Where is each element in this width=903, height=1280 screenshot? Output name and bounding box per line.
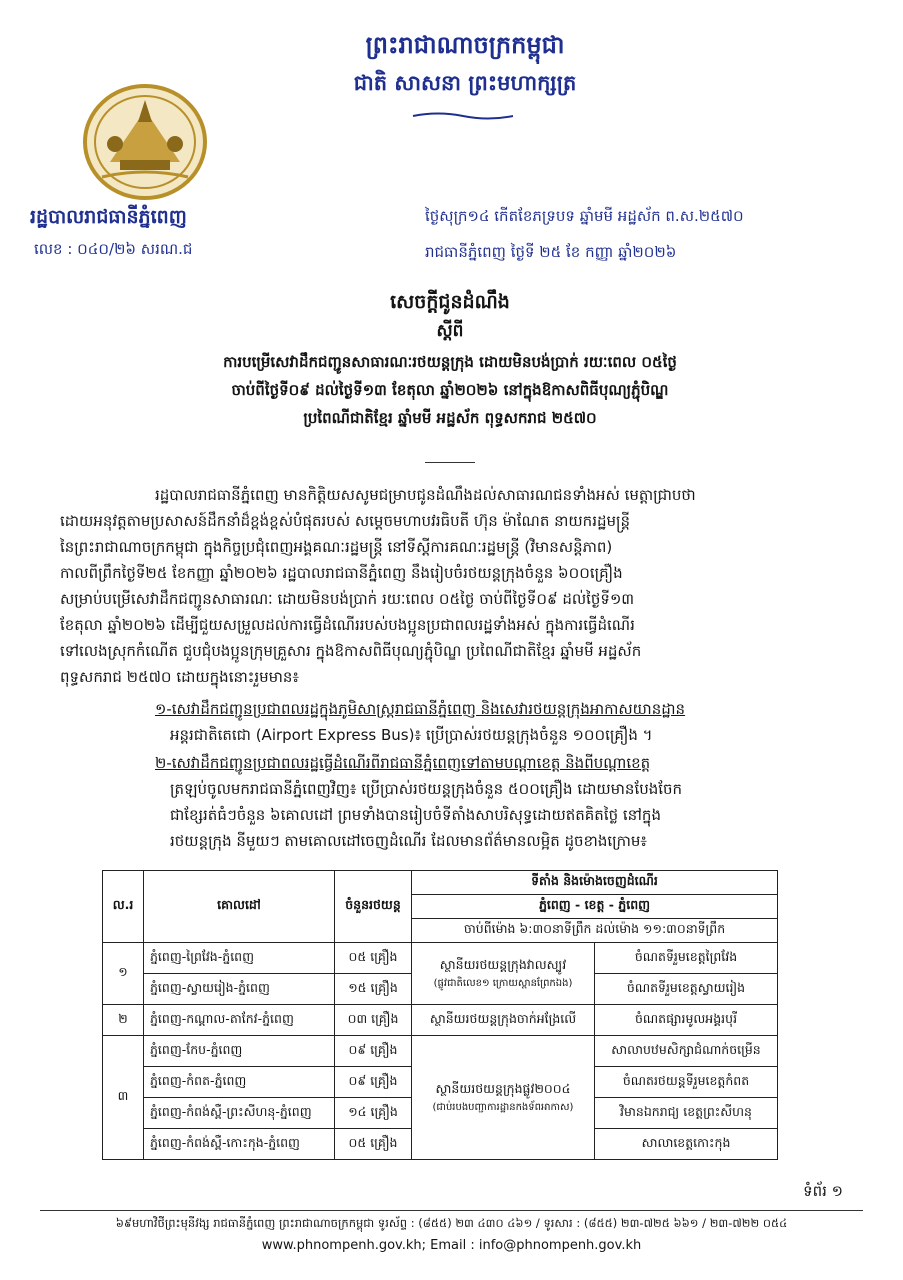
endpoint-cell: ចំណតទីរួមខេត្តស្វាយរៀង: [595, 974, 778, 1005]
header-count: ចំនួនរថយន្ត: [335, 871, 412, 943]
header-route: ភ្នំពេញ - ខេត្ត - ភ្នំពេញ: [412, 895, 778, 919]
destination-cell: ភ្នំពេញ-កំពង់ស្ពឺ-កោះកុង-ភ្នំពេញ: [144, 1129, 335, 1160]
endpoint-cell: ចំណតផ្សារមូលអង្គរបុរី: [595, 1005, 778, 1036]
header-no: ល.រ: [103, 871, 144, 943]
page-number: ទំព័រ ១: [803, 1182, 843, 1200]
intro-line: ដោយអនុវត្តតាមប្រសាសន៍ដឹកនាំដ៏ខ្ពង់ខ្ពស់បំផុតរបស់ សម្តេចមហាបវរធិបតី ហ៊ុន ម៉ាណែត នាយករដ្ឋមន្ត្រី: [60, 512, 630, 530]
item-2-line: ជាខ្សែរត់ធំៗចំនួន ៦គោលដៅ ព្រមទាំងបានរៀបចំទីតាំងសាបរិសុទ្ធដោយឥតគិតថ្លៃ នៅក្នុង: [170, 806, 661, 824]
item-2: [60, 750, 860, 854]
intro-line: ទៅលេងស្រុកកំណើត ជួបជុំបងប្អូនក្រុមគ្រួសារ ក្នុងឱកាសពិធីបុណ្យភ្ជុំបិណ្ឌ ប្រពៃណីជាតិខ្មែរ ឆ្នាំមមី អដ្ឋស័ក: [60, 642, 642, 660]
destination-cell: ភ្នំពេញ-កំពង់ស្ពឺ-ព្រះសីហនុ-ភ្នំពេញ: [144, 1098, 335, 1129]
destination-cell: ភ្នំពេញ-ស្វាយរៀង-ភ្នំពេញ: [144, 974, 335, 1005]
subject-line: ប្រពៃណីជាតិខ្មែរ ឆ្នាំមមី អដ្ឋស័ក ពុទ្ធសករាជ ២៥៧០: [303, 409, 597, 427]
motto-heading: ជាតិ សាសនា ព្រះមហាក្សត្រ: [353, 70, 577, 95]
item-1-line: ១-សេវាដឹកជញ្ជូនប្រជាពលរដ្ឋក្នុងភូមិសាស្ត្ររាជធានីភ្នំពេញ និងសេវារថយន្តក្រុងអាកាសយានដ្ឋាន: [155, 700, 686, 718]
authority-name: រដ្ឋបាលរាជធានីភ្នំពេញ: [30, 206, 187, 228]
footer-divider: [40, 1210, 863, 1211]
item-2-line: ត្រឡប់ចូលមករាជធានីភ្នំពេញវិញ៖ ប្រើប្រាស់រថយន្តក្រុងចំនួន ៥០០គ្រឿង ដោយមានបែងចែក: [170, 780, 683, 798]
schedule-table-wrapper: [102, 870, 778, 1160]
endpoint-cell: វិមានឯករាជ្យ ខេត្តព្រះសីហនុ: [595, 1098, 778, 1129]
destination-cell: ភ្នំពេញ-កែប-ភ្នំពេញ: [144, 1036, 335, 1067]
phnom-penh-seal-logo: [80, 82, 210, 202]
intro-paragraph: [60, 482, 860, 690]
solar-date: រាជធានីភ្នំពេញ ថ្ងៃទី ២៥ ខែ កញ្ញា ឆ្នាំ២០២៦: [425, 243, 677, 261]
station-cell: [412, 1036, 595, 1160]
item-2-line: ២-សេវាដឹកជញ្ជូនប្រជាពលរដ្ឋធ្វើដំណើរពីរាជធានីភ្នំពេញទៅតាមបណ្តាខេត្ត និងពីបណ្តាខេត្ត: [155, 754, 651, 772]
count-cell: ០៩ គ្រឿង: [335, 1036, 412, 1067]
group-no: ២: [103, 1005, 144, 1036]
header-location: ទីតាំង និងម៉ោងចេញដំណើរ: [412, 871, 778, 895]
header-destination: គោលដៅ: [144, 871, 335, 943]
schedule-table: [102, 870, 778, 1160]
destination-cell: ភ្នំពេញ-កំពត-ភ្នំពេញ: [144, 1067, 335, 1098]
destination-cell: ភ្នំពេញ-ព្រៃវែង-ភ្នំពេញ: [144, 943, 335, 974]
endpoint-cell: ចំណតរថយន្តទីរួមខេត្តកំពត: [595, 1067, 778, 1098]
count-cell: ០៩ គ្រឿង: [335, 1067, 412, 1098]
reference-number: លេខ : ០៤០/២៦ សរណ.ជ: [34, 240, 193, 258]
table-row: [103, 943, 778, 974]
table-row: [103, 1005, 778, 1036]
intro-line: ពុទ្ធសករាជ ២៥៧០ ដោយក្នុងនោះរួមមាន៖: [60, 668, 300, 686]
endpoint-cell: សាលាបឋមសិក្សាជំណាក់ចម្រើន: [595, 1036, 778, 1067]
intro-line: រដ្ឋបាលរាជធានីភ្នំពេញ មានកិត្តិយសសូមជម្រាបជូនដំណឹងដល់សាធារណជនទាំងអស់ មេត្តាជ្រាបថា: [155, 486, 696, 504]
notice-subject: [100, 348, 800, 432]
motto-ornament: [408, 106, 518, 125]
count-cell: ០៥ គ្រឿង: [335, 1129, 412, 1160]
destination-cell: ភ្នំពេញ-កណ្តាល-តាកែវ-ភ្នំពេញ: [144, 1005, 335, 1036]
subject-line: ការបម្រើសេវាដឹកជញ្ជូនសាធារណៈរថយន្តក្រុង ដោយមិនបង់ប្រាក់ រយៈពេល ០៥ថ្ងៃ: [223, 353, 677, 371]
group-no: ១: [103, 943, 144, 1005]
kingdom-heading: ព្រះរាជាណាចក្រកម្ពុជា: [365, 30, 565, 59]
station-note: (ផ្លូវជាតិលេខ១ ក្រោយស្ពានព្រែកឯង): [433, 977, 573, 989]
footer-web-email: www.phnompenh.gov.kh; Email : info@phnompenh.gov.kh: [261, 1238, 642, 1253]
intro-line: សម្រាប់បម្រើសេវាដឹកជញ្ជូនសាធារណៈ ដោយមិនបង់ប្រាក់ រយៈពេល ០៥ថ្ងៃ ចាប់ពីថ្ងៃទី០៩ ដល់ថ្ងៃទី១៣: [60, 590, 635, 608]
table-row: [103, 1036, 778, 1067]
notice-subject-label: ស្តីពី: [436, 321, 464, 341]
item-1: [60, 696, 860, 748]
subject-line: ចាប់ពីថ្ងៃទី០៩ ដល់ថ្ងៃទី១៣ ខែតុលា ឆ្នាំ២០២៦ នៅក្នុងឱកាសពិធីបុណ្យភ្ជុំបិណ្ឌ: [231, 381, 669, 399]
station-name: ស្ថានីយរថយន្តក្រុងវាលស្បូវ: [439, 956, 567, 972]
lunar-date: ថ្ងៃសុក្រ១៤ កើតខែភទ្របទ ឆ្នាំមមី អដ្ឋស័ក ព.ស.២៥៧០: [425, 207, 744, 225]
count-cell: ១៥ គ្រឿង: [335, 974, 412, 1005]
group-no: ៣: [103, 1036, 144, 1160]
station-note: (ជាប់របងបញ្ជាការដ្ឋានកងទ័ពអាកាស): [432, 1101, 574, 1113]
count-cell: ០៣ គ្រឿង: [335, 1005, 412, 1036]
station-name: ស្ថានីយរថយន្តក្រុងផ្លូវ២០០៤: [435, 1080, 571, 1096]
endpoint-cell: ចំណតទីរួមខេត្តព្រៃវែង: [595, 943, 778, 974]
station-cell: [412, 943, 595, 1005]
notice-title: សេចក្តីជូនដំណឹង: [390, 291, 510, 313]
intro-line: ខែតុលា ឆ្នាំ២០២៦ ដើម្បីជួយសម្រួលដល់ការធ្វើដំណើររបស់បងប្អូនប្រជាពលរដ្ឋទាំងអស់ ក្នុងការធ្វើដំណើរ: [60, 616, 635, 634]
count-cell: ០៥ គ្រឿង: [335, 943, 412, 974]
item-1-line: អន្តរជាតិតេជោ (Airport Express Bus)៖ ប្រើប្រាស់រថយន្តក្រុងចំនួន ១០០គ្រឿង ។: [170, 726, 653, 744]
item-2-line: រថយន្តក្រុង នីមួយៗ តាមគោលដៅចេញដំណើរ ដែលមានព័ត៌មានលម្អិត ដូចខាងក្រោម៖: [170, 832, 647, 850]
station-cell: ស្ថានីយរថយន្តក្រុងចាក់អង្រែលើ: [412, 1005, 595, 1036]
header-hours: ចាប់ពីម៉ោង ៦:៣០នាទីព្រឹក ដល់ម៉ោង ១១:៣០នាទីព្រឹក: [412, 919, 778, 943]
footer-address: ៦៩មហាវិថីព្រះមុនីវង្ស រាជធានីភ្នំពេញ ព្រះរាជាណាចក្រកម្ពុជា ទូរស័ព្ទ : (៨៥៥) ២៣ ៤៣០ ៤៦១ / ទូរសារ : (៨៥៥) ២៣-៧២៥ ៦៦១ / ២៣-៧២២ ០៥៤: [115, 1216, 788, 1230]
intro-line: កាលពីព្រឹកថ្ងៃទី២៥ ខែកញ្ញា ឆ្នាំ២០២៦ រដ្ឋបាលរាជធានីភ្នំពេញ នឹងរៀបចំរថយន្តក្រុងចំនួន ៦០០គ្រឿង: [60, 564, 623, 582]
title-divider: [425, 462, 475, 463]
count-cell: ១៤ គ្រឿង: [335, 1098, 412, 1129]
endpoint-cell: សាលាខេត្តកោះកុង: [595, 1129, 778, 1160]
intro-line: នៃព្រះរាជាណាចក្រកម្ពុជា ក្នុងកិច្ចប្រជុំពេញអង្គគណៈរដ្ឋមន្ត្រី នៅទីស្តីការគណៈរដ្ឋមន្ត្រី (វិមានសន្តិភាព): [60, 538, 613, 556]
